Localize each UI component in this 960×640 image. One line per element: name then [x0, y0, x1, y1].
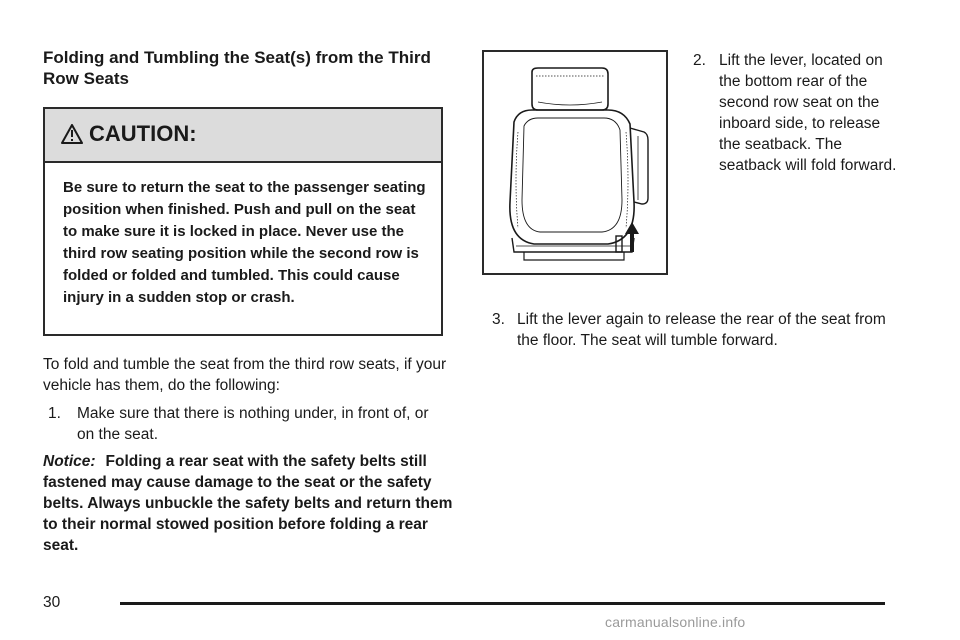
page-number: 30 [43, 594, 61, 611]
seat-figure [482, 50, 668, 275]
notice-paragraph [43, 451, 463, 556]
caution-box [43, 107, 443, 336]
up-arrow-icon [625, 222, 639, 252]
notice-label: Notice: [43, 453, 96, 470]
step-2-text: Lift the lever, located on the bottom rear of the second row seat on the inboard side, to release the seatback. The seatback will fold forward. [719, 52, 897, 174]
step-3-text: Lift the lever again to release the rear of the seat from the floor. The seat will tumble forward. [517, 311, 886, 349]
step-2-number: 2. [693, 52, 706, 69]
step-1-number: 1. [48, 405, 61, 422]
intro-paragraph: To fold and tumble the seat from the third row seats, if your vehicle has them, do the following: [43, 356, 447, 394]
caution-title: CAUTION: [89, 121, 197, 146]
step-1-text: Make sure that there is nothing under, in front of, or on the seat. [77, 405, 429, 443]
caution-text: Be sure to return the seat to the passenger seating position when finished. Push and pull on the seat to make sure it is locked in place. Never use the third row seating position while the second row is folded or folded and tumbled. This could cause injury in a sudden stop or crash. [63, 179, 426, 306]
warning-triangle-icon [61, 124, 83, 144]
notice-text: Folding a rear seat with the safety belts still fastened may cause damage to the seat or the safety belts. Always unbuckle the safety belts and return them to their normal stowed position before folding a rear seat. [43, 453, 453, 554]
caution-header [45, 109, 441, 163]
footer-rule [120, 602, 885, 605]
section-heading: Folding and Tumbling the Seat(s) from the Third Row Seats [43, 48, 431, 88]
step-3-number: 3. [492, 311, 505, 328]
watermark: carmanualsonline.info [605, 614, 746, 630]
seat-rear-view-illustration [484, 52, 666, 273]
